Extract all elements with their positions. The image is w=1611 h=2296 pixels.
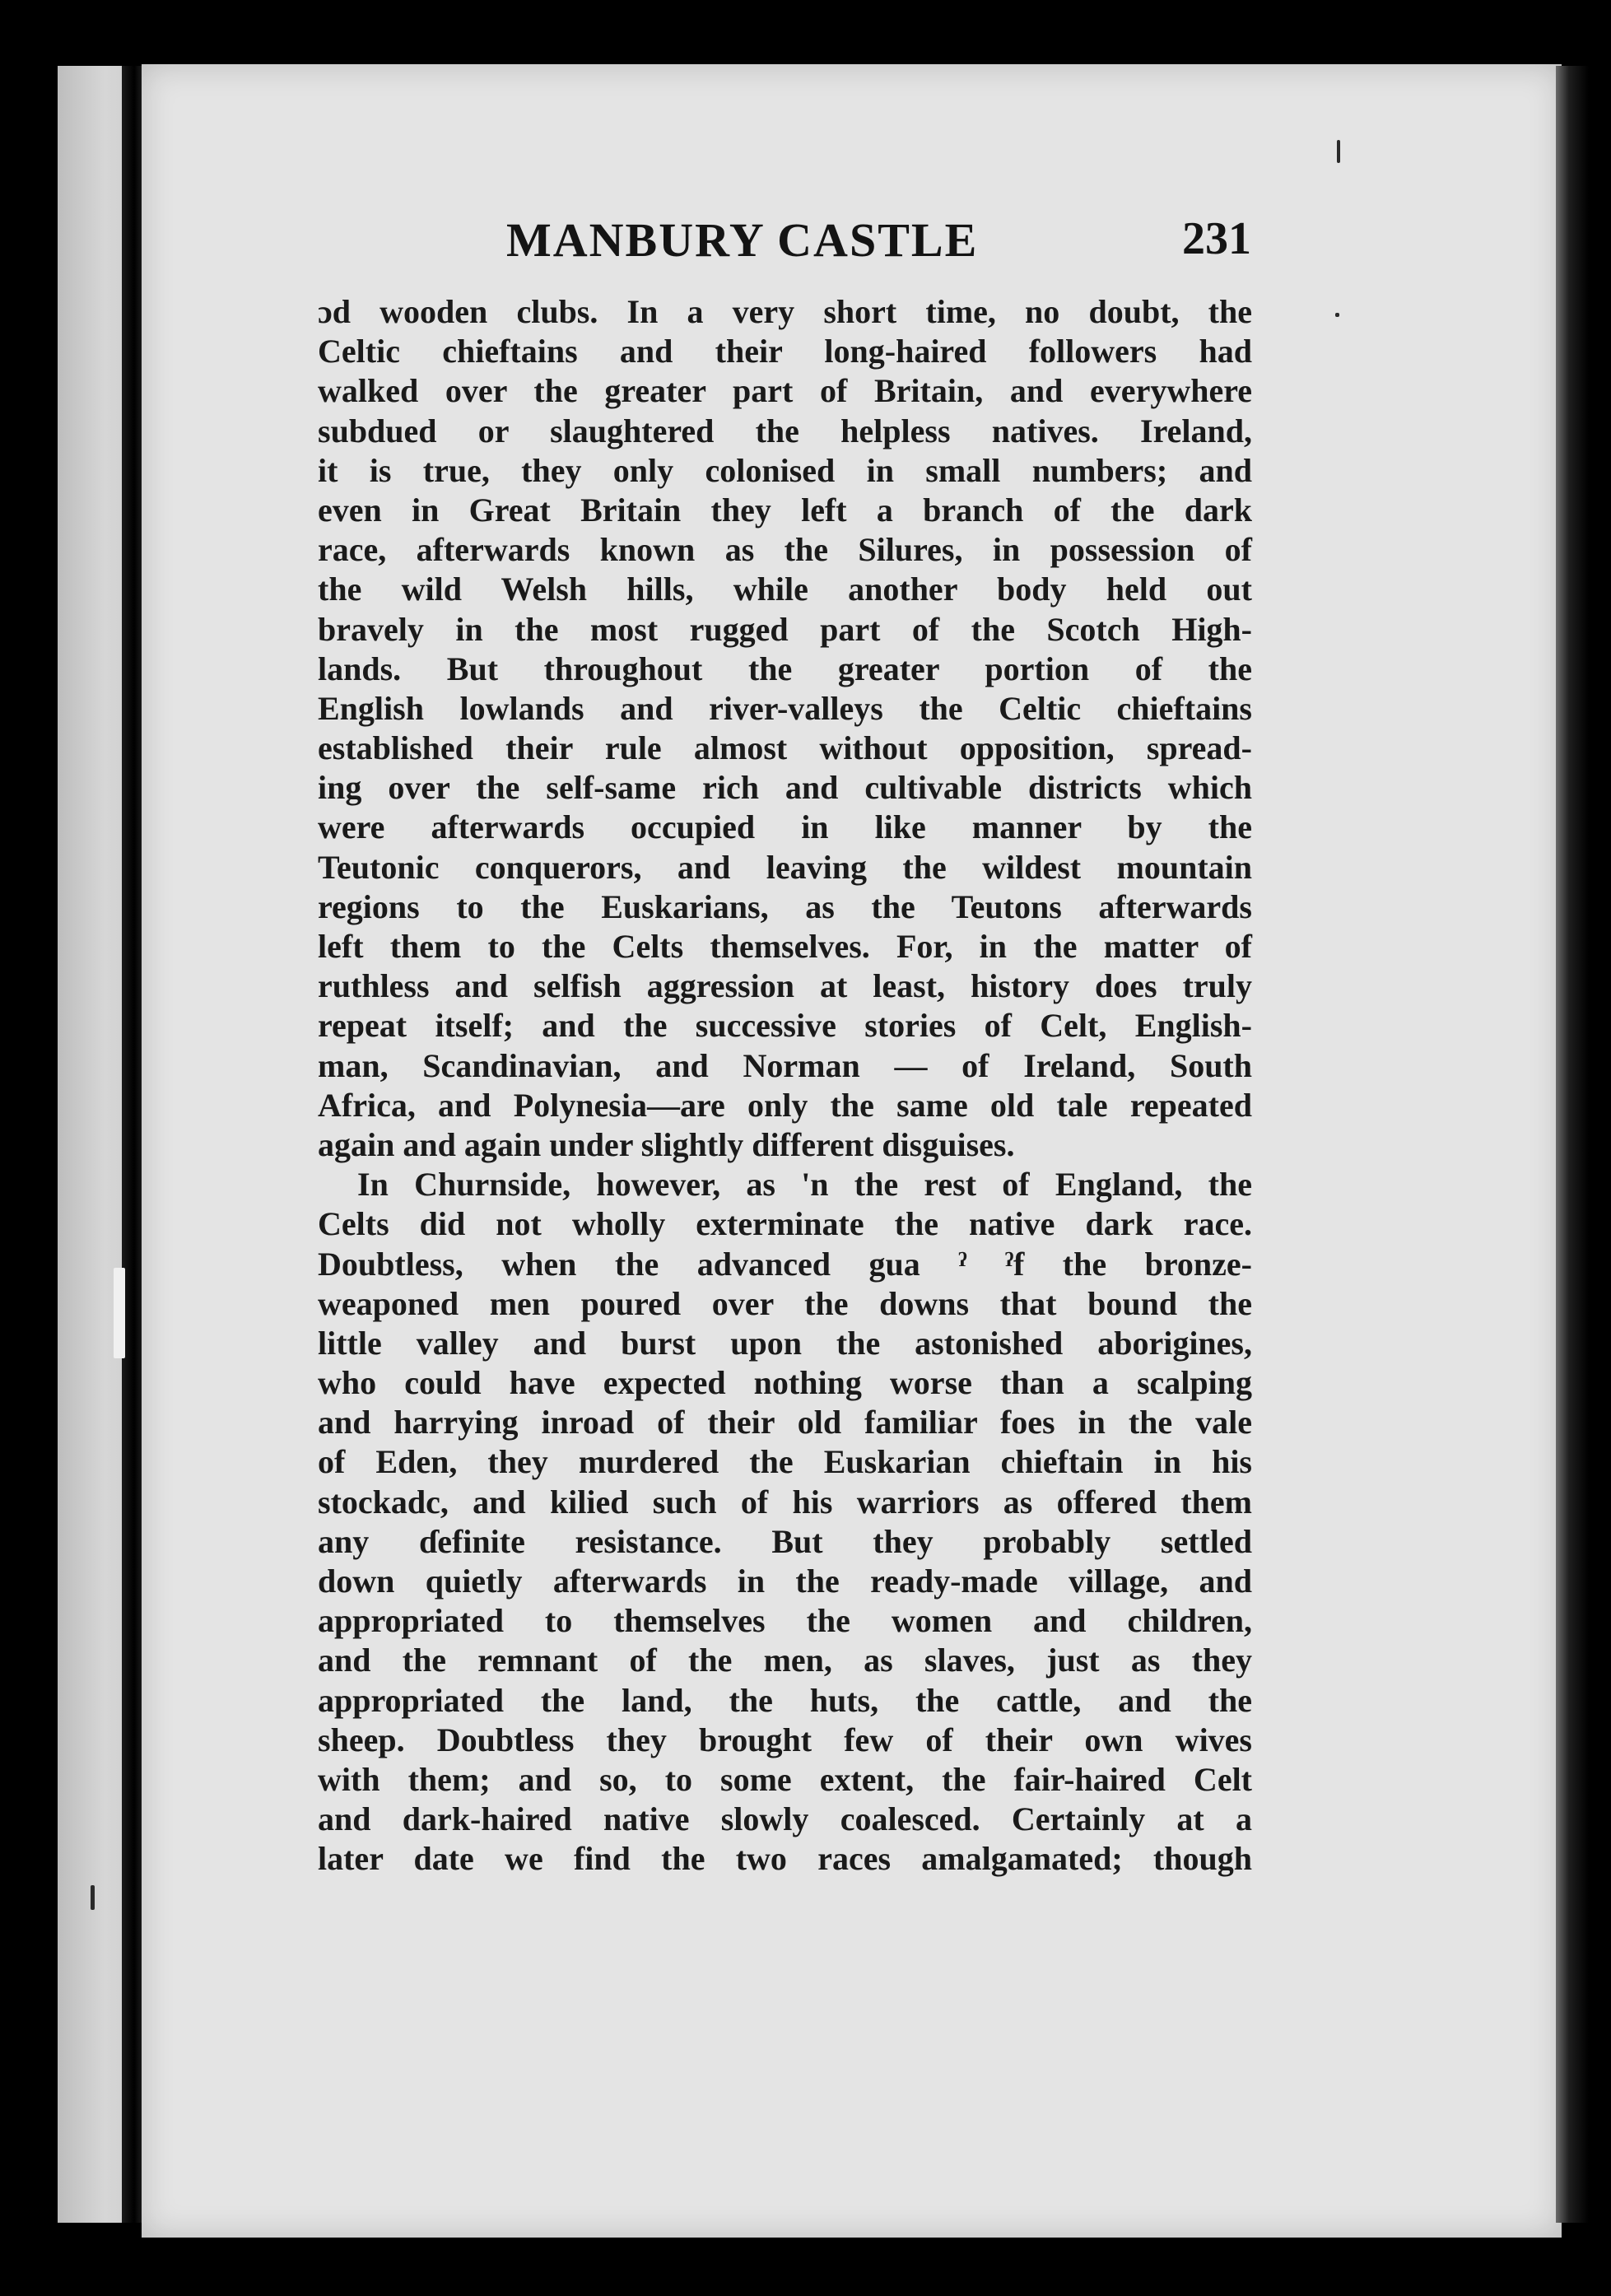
- text-line: even in Great Britain they left a branch of the dark: [318, 491, 1252, 529]
- text-line: appropriated to themselves the women and children,: [318, 1602, 1252, 1640]
- text-line: any ɗefinite resistance. But they probably settled: [318, 1522, 1252, 1560]
- text-line: were afterwards occupied in like manner by the: [318, 808, 1252, 846]
- text-line: and dark-haired native slowly coalesced. Certainly at a: [318, 1800, 1252, 1838]
- scan-speck: [91, 1885, 95, 1910]
- paragraph-start-line: In Churnside, however, as 'n the rest of England, the: [357, 1166, 1252, 1204]
- text-line: down quietly afterwards in the ready-made village, and: [318, 1562, 1252, 1600]
- text-line: and harrying inroad of their old familiar foes in the vale: [318, 1404, 1252, 1441]
- right-page-edge: [1556, 66, 1589, 2223]
- text-line: Doubtless, when the advanced gua ˀ ˀf the bronze-: [318, 1245, 1252, 1283]
- text-line: Africa, and Polynesia—are only the same old tale repeated: [318, 1086, 1252, 1124]
- text-line: it is true, they only colonised in small numbers; and: [318, 451, 1252, 489]
- text-line: of Eden, they murdered the Euskarian chieftain in his: [318, 1443, 1252, 1481]
- text-line: left them to the Celts themselves. For, in the matter of: [318, 928, 1252, 965]
- text-line: Celts did not wholly exterminate the native dark race.: [318, 1205, 1252, 1243]
- text-line: little valley and burst upon the astonished aborigines,: [318, 1324, 1252, 1362]
- text-line: bravely in the most rugged part of the Scotch High-: [318, 610, 1252, 648]
- text-line: established their rule almost without opposition, spread-: [318, 729, 1252, 767]
- text-line: weaponed men poured over the downs that bound the: [318, 1284, 1252, 1322]
- page-number: 231: [1182, 213, 1251, 264]
- text-line: later date we find the two races amalgamated; though: [318, 1840, 1252, 1878]
- scan-speck: [1337, 140, 1340, 163]
- running-head: [317, 212, 1251, 270]
- text-line: man, Scandinavian, and Norman — of Ireland, South: [318, 1046, 1252, 1084]
- text-line: and the remnant of the men, as slaves, just as they: [318, 1642, 1252, 1679]
- text-line: with them; and so, to some extent, the fair-haired Celt: [318, 1760, 1252, 1798]
- text-line: lands. But throughout the greater portion of the: [318, 650, 1252, 687]
- text-line: Teutonic conquerors, and leaving the wildest mountain: [318, 848, 1252, 886]
- text-line: repeat itself; and the successive stories of Celt, English-: [318, 1007, 1252, 1045]
- text-line: Celtic chieftains and their long-haired followers had: [318, 333, 1252, 370]
- text-line: English lowlands and river-valleys the Celtic chieftains: [318, 689, 1252, 727]
- text-line: again and again under slightly different disguises.: [318, 1125, 1015, 1163]
- body-text: [318, 292, 1252, 1879]
- text-line: ɔd wooden clubs. In a very short time, no doubt, the: [318, 293, 1252, 330]
- text-line: regions to the Euskarians, as the Teutons afterwards: [318, 887, 1252, 925]
- scan-speck: [1335, 313, 1339, 317]
- text-line: subdued or slaughtered the helpless natives. Ireland,: [318, 412, 1252, 449]
- text-line: who could have expected nothing worse than a scalping: [318, 1364, 1252, 1402]
- text-line: appropriated the land, the huts, the cattle, and the: [318, 1681, 1252, 1719]
- scan-speck: [114, 1268, 125, 1358]
- running-title: MANBURY CASTLE: [506, 213, 979, 267]
- text-line: race, afterwards known as the Silures, in possession of: [318, 531, 1252, 569]
- text-line: the wild Welsh hills, while another body held out: [318, 571, 1252, 608]
- text-line: walked over the greater part of Britain, and everywhere: [318, 372, 1252, 410]
- text-line: stockadc, and kilied such of his warriors as offered them: [318, 1483, 1252, 1521]
- text-line: ruthless and selfish aggression at least, history does truly: [318, 967, 1252, 1005]
- text-line: ing over the self-same rich and cultivable districts which: [318, 769, 1252, 807]
- text-line: sheep. Doubtless they brought few of their own wives: [318, 1721, 1252, 1758]
